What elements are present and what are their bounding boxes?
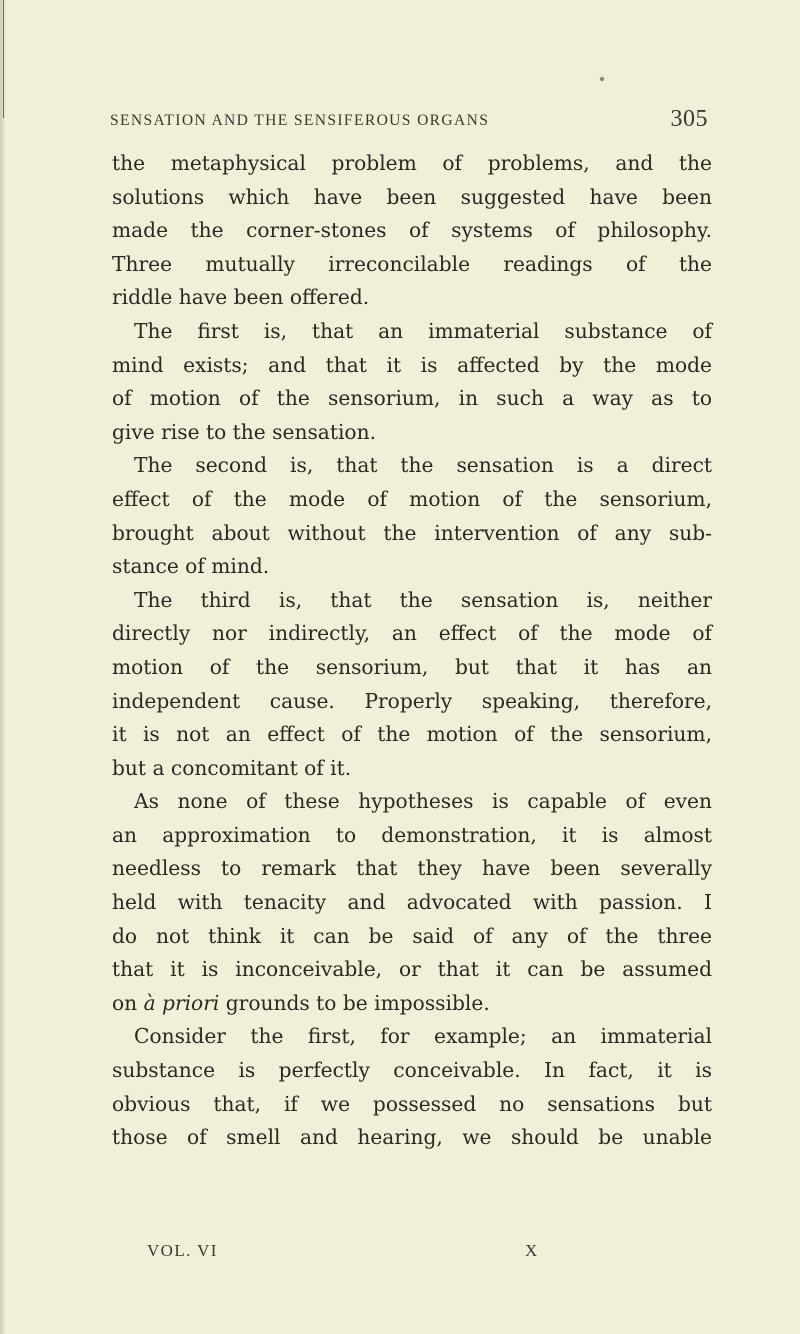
text-line: made the corner-stones of systems of philosophy. <box>112 218 712 243</box>
text-line: the metaphysical problem of problems, and the <box>112 151 712 175</box>
margin-rule <box>3 0 4 118</box>
text-line: those of smell and hearing, we should be unable <box>112 1125 712 1150</box>
paragraph-start-line: The first is, that an immaterial substance of <box>134 318 712 343</box>
running-head <box>110 106 708 136</box>
text-line: motion of the sensorium, but that it has an <box>112 654 712 679</box>
paragraph-start-line: The second is, that the sensation is a direct <box>134 453 712 478</box>
text-line: but a concomitant of it. <box>112 755 352 780</box>
text-fragment: grounds to be impossible. <box>219 990 490 1015</box>
text-line: do not think it can be said of any of the three <box>112 923 712 948</box>
page-footer <box>147 1241 547 1265</box>
text-line: solutions which have been suggested have been <box>112 184 712 209</box>
text-line: give rise to the sensation. <box>112 419 376 444</box>
text-line: needless to remark that they have been severally <box>112 856 712 881</box>
text-line: Three mutually irreconcilable readings of the <box>112 251 712 276</box>
running-head-title: SENSATION AND THE SENSIFEROUS ORGANS <box>110 112 490 129</box>
text-line: it is not an effect of the motion of the sensorium, <box>112 722 712 747</box>
page-number: 305 <box>670 106 708 132</box>
text-line-with-italic <box>112 987 712 1021</box>
text-fragment: on <box>112 990 144 1015</box>
text-line: riddle have been offered. <box>112 285 370 310</box>
text-line: brought about without the intervention of any sub- <box>112 520 712 545</box>
text-line: stance of mind. <box>112 554 270 579</box>
paragraph-start-line: As none of these hypotheses is capable of even <box>134 789 712 814</box>
text-line: that it is inconceivable, or that it can be assumed <box>112 957 712 982</box>
paragraph-start-line: Consider the first, for example; an immaterial <box>134 1024 712 1049</box>
text-line: of motion of the sensorium, in such a way as to <box>112 386 712 411</box>
ink-speck <box>599 76 604 81</box>
text-line: held with tenacity and advocated with passion. I <box>112 890 712 915</box>
text-line: mind exists; and that it is affected by the mode <box>112 352 712 377</box>
text-line: obvious that, if we possessed no sensations but <box>112 1091 712 1116</box>
text-line: directly nor indirectly, an effect of the mode of <box>112 621 712 646</box>
text-line: independent cause. Properly speaking, therefore, <box>112 688 712 713</box>
signature-mark: X <box>525 1241 539 1260</box>
text-line: effect of the mode of motion of the sensorium, <box>112 486 712 511</box>
text-line: an approximation to demonstration, it is almost <box>112 822 712 847</box>
volume-label: VOL. VI <box>147 1241 218 1260</box>
body-text <box>112 147 712 1155</box>
italic-phrase: à priori <box>143 990 220 1015</box>
text-line: substance is perfectly conceivable. In fact, it is <box>112 1058 712 1083</box>
binding-shadow <box>0 0 6 1334</box>
paragraph-start-line: The third is, that the sensation is, neither <box>134 587 712 612</box>
